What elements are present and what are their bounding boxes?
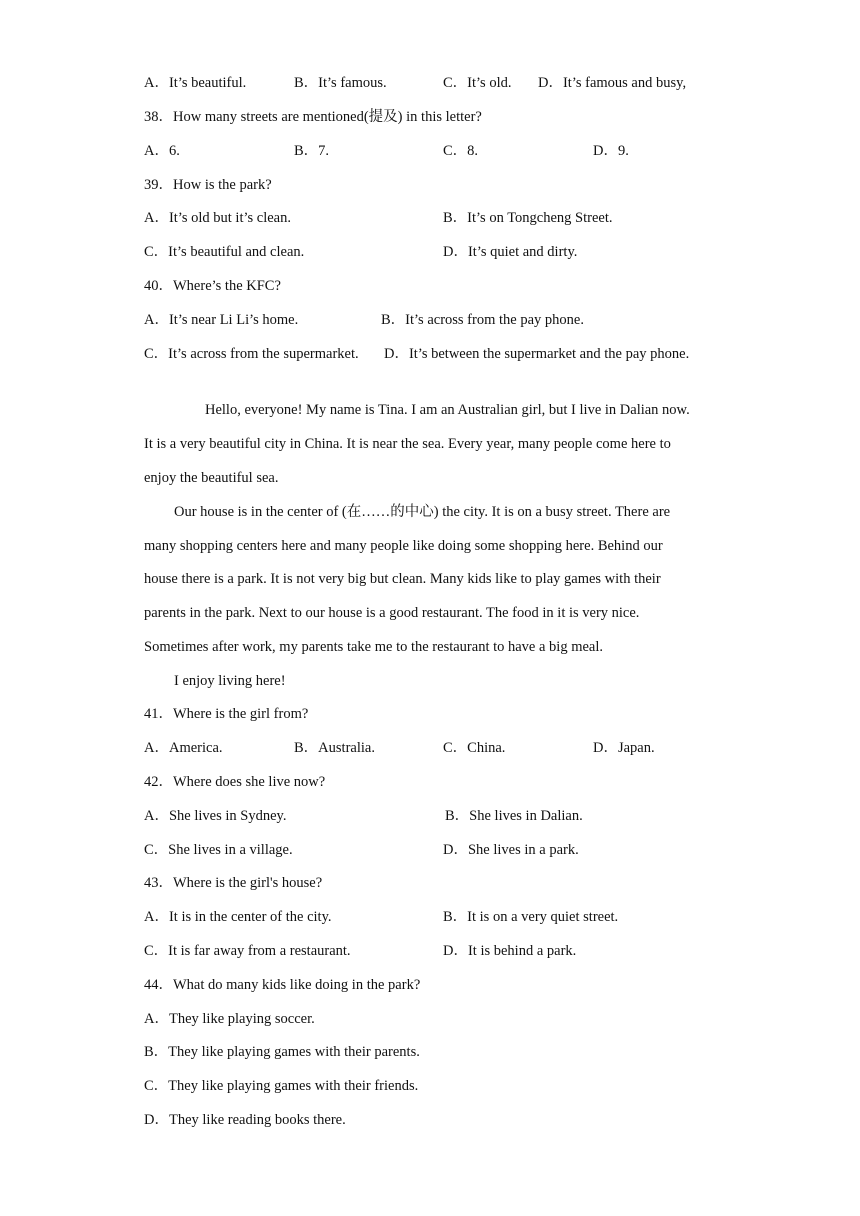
passage-line-7: parents in the park. Next to our house is a good restaurant. The food in it is very nice. bbox=[144, 605, 640, 621]
q43-option-d: D．It is behind a park. bbox=[443, 943, 577, 959]
q41-option-a: A．America. bbox=[144, 740, 223, 756]
q44-option-b: B．They like playing games with their parents. bbox=[144, 1044, 420, 1060]
q40-option-a: A．It’s near Li Li’s home. bbox=[144, 312, 299, 328]
q38-option-c: C．8. bbox=[443, 143, 479, 159]
q41-option-b: B．Australia. bbox=[294, 740, 375, 756]
q43-option-c: C．It is far away from a restaurant. bbox=[144, 943, 351, 959]
q39-option-c: C．It’s beautiful and clean. bbox=[144, 244, 305, 260]
q38-option-b: B．7. bbox=[294, 143, 330, 159]
q37-option-d: D．It’s famous and busy, bbox=[538, 75, 687, 91]
q38-option-a: A．6. bbox=[144, 143, 180, 159]
q39-question: 39．How is the park? bbox=[144, 177, 272, 193]
q37-option-c: C．It’s old. bbox=[443, 75, 512, 91]
passage-line-9: I enjoy living here! bbox=[174, 673, 286, 689]
passage-line-8: Sometimes after work, my parents take me to the restaurant to have a big meal. bbox=[144, 639, 604, 655]
q40-option-b: B．It’s across from the pay phone. bbox=[381, 312, 584, 328]
passage-line-6: house there is a park. It is not very big but clean. Many kids like to play games with their bbox=[144, 571, 661, 587]
passage-line-2: It is a very beautiful city in China. It is near the sea. Every year, many people come here to bbox=[144, 436, 671, 452]
q42-question: 42．Where does she live now? bbox=[144, 774, 326, 790]
q42-option-c: C．She lives in a village. bbox=[144, 842, 293, 858]
q43-question: 43．Where is the girl's house? bbox=[144, 875, 323, 891]
q37-option-b: B．It’s famous. bbox=[294, 75, 387, 91]
q41-question: 41．Where is the girl from? bbox=[144, 706, 309, 722]
q44-question: 44．What do many kids like doing in the park? bbox=[144, 977, 421, 993]
q39-option-b: B．It’s on Tongcheng Street. bbox=[443, 210, 613, 226]
q40-question: 40．Where’s the KFC? bbox=[144, 278, 281, 294]
q40-option-c: C．It’s across from the supermarket. bbox=[144, 346, 359, 362]
q41-option-d: D．Japan. bbox=[593, 740, 655, 756]
q43-option-b: B．It is on a very quiet street. bbox=[443, 909, 619, 925]
passage-line-3: enjoy the beautiful sea. bbox=[144, 470, 279, 486]
q40-option-d: D．It’s between the supermarket and the pay phone. bbox=[384, 346, 690, 362]
q41-option-c: C．China. bbox=[443, 740, 506, 756]
q42-option-d: D．She lives in a park. bbox=[443, 842, 579, 858]
q44-option-a: A．They like playing soccer. bbox=[144, 1011, 315, 1027]
q42-option-b: B．She lives in Dalian. bbox=[445, 808, 583, 824]
q38-question: 38．How many streets are mentioned(提及) in this letter? bbox=[144, 109, 482, 125]
passage-line-5: many shopping centers here and many people like doing some shopping here. Behind our bbox=[144, 538, 663, 554]
passage-line-1: Hello, everyone! My name is Tina. I am an Australian girl, but I live in Dalian now. bbox=[205, 402, 690, 418]
q42-option-a: A．She lives in Sydney. bbox=[144, 808, 287, 824]
q44-option-d: D．They like reading books there. bbox=[144, 1112, 346, 1128]
q39-option-a: A．It’s old but it’s clean. bbox=[144, 210, 291, 226]
q43-option-a: A．It is in the center of the city. bbox=[144, 909, 332, 925]
q37-option-a: A．It’s beautiful. bbox=[144, 75, 247, 91]
q38-option-d: D．9. bbox=[593, 143, 629, 159]
q39-option-d: D．It’s quiet and dirty. bbox=[443, 244, 578, 260]
q44-option-c: C．They like playing games with their friends. bbox=[144, 1078, 419, 1094]
passage-line-4: Our house is in the center of (在……的中心) the city. It is on a busy street. There are bbox=[174, 504, 671, 520]
